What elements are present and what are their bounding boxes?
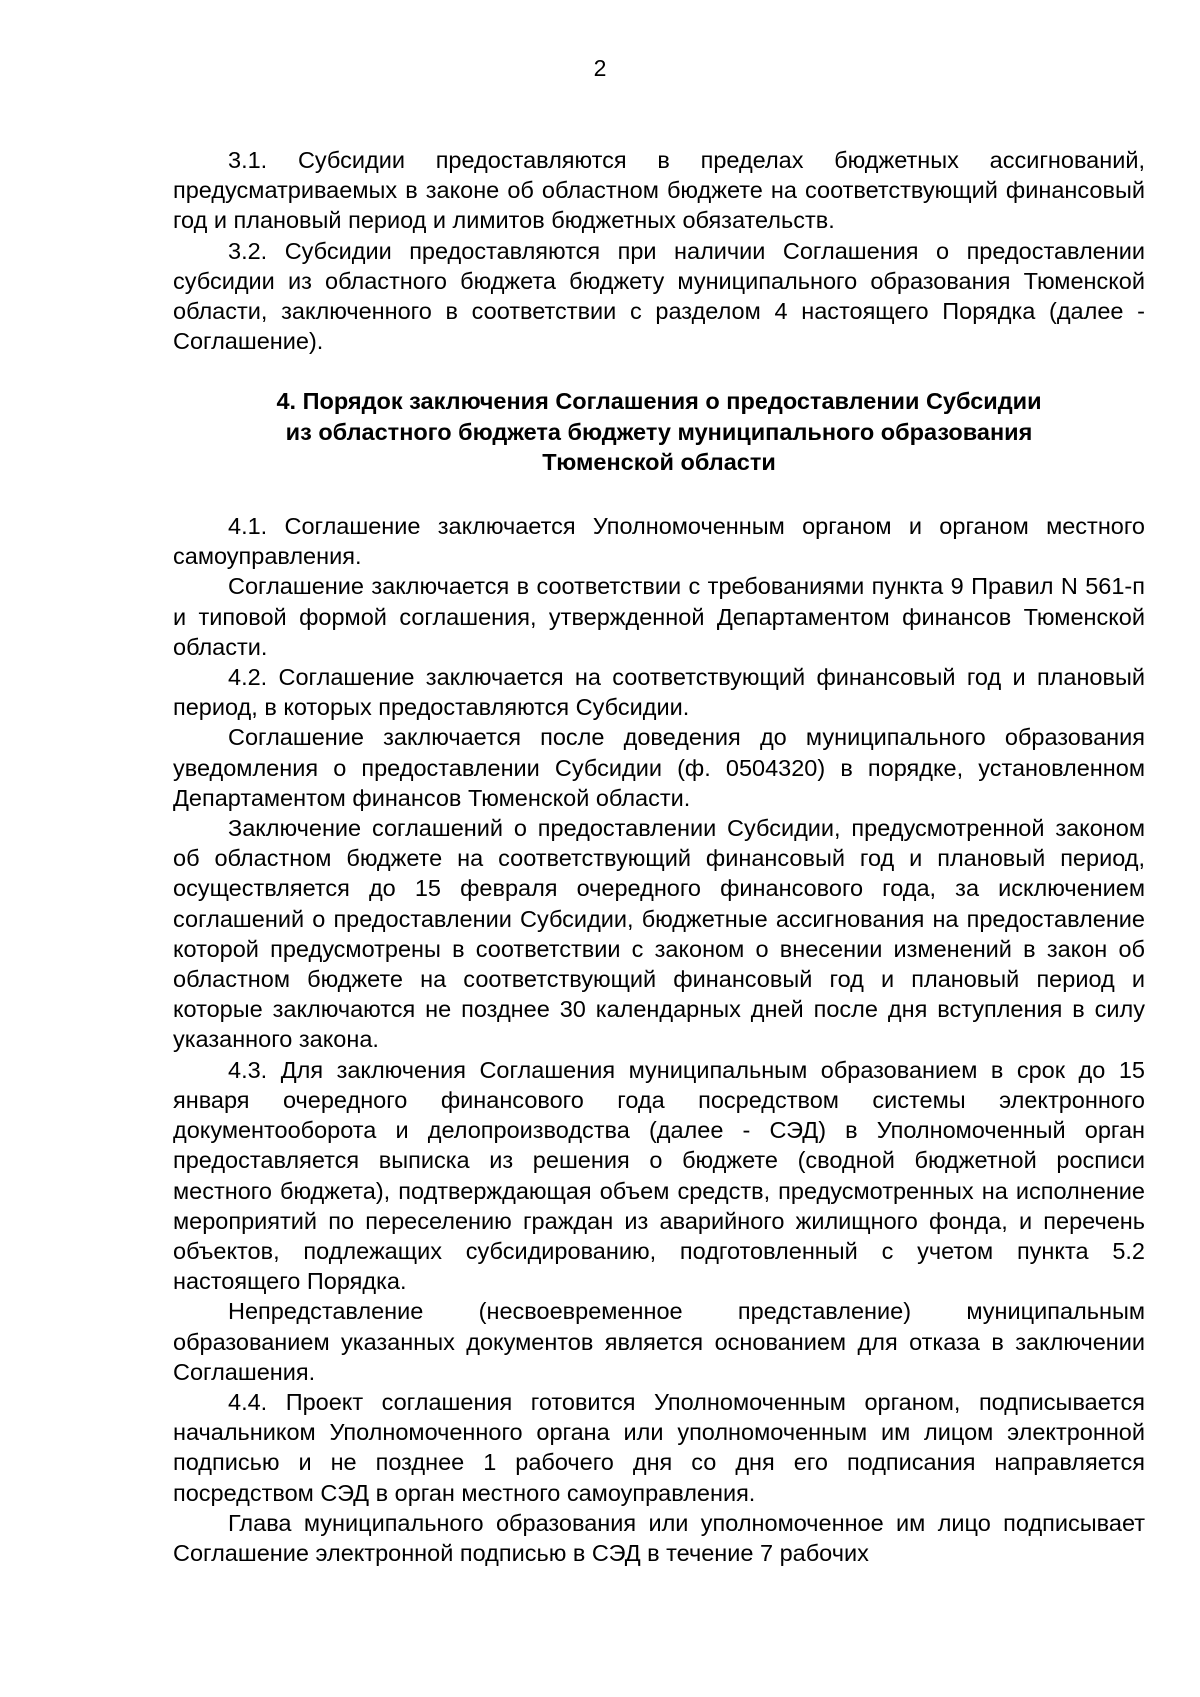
section-title-line: 4. Порядок заключения Соглашения о предоставлении Субсидии [276, 388, 1042, 415]
paragraph-4-4: 4.4. Проект соглашения готовится Уполномоченным органом, подписывается начальником Уполномоченного органа или уполномоченным им лицом электронной подписью и не позднее 1 рабочего дня со дня его подписания направляется посредством СЭД в орган местного самоуправления. [173, 1388, 1145, 1506]
section-title-line: из областного бюджета бюджету муниципального образования [285, 418, 1033, 445]
page-number: 2 [593, 55, 607, 81]
paragraph-4-2-deadline: Заключение соглашений о предоставлении Субсидии, предусмотренной законом об областном бюджете на соответствующий финансовый год и плановый период, осуществляется до 15 февраля очередного финансового года, за исключением соглашений о предоставлении Субсидии, бюджетные ассигнования на предоставление которой предусмотрены в соответствии с законом о внесении изменений в закон об областном бюджете на соответствующий финансовый год и плановый период и которые заключаются не позднее 30 календарных дней после дня вступления в силу указанного закона. [173, 815, 1145, 1053]
section-4-title [173, 386, 1145, 477]
paragraph-4-2-notification: Соглашение заключается после доведения до муниципального образования уведомления о предоставлении Субсидии (ф. 0504320) в порядке, установленном Департаментом финансов Тюменской области. [173, 724, 1145, 811]
paragraph-4-4-signing: Глава муниципального образования или уполномоченное им лицо подписывает Соглашение электронной подписью в СЭД в течение 7 рабочих [173, 1509, 1145, 1566]
document-body [173, 145, 1145, 1568]
paragraph-4-2: 4.2. Соглашение заключается на соответствующий финансовый год и плановый период, в которых предоставляются Субсидии. [173, 664, 1145, 721]
paragraph-4-1: 4.1. Соглашение заключается Уполномоченным органом и органом местного самоуправления. [173, 513, 1145, 570]
paragraph-4-3-refusal: Непредставление (несвоевременное представление) муниципальным образованием указанных документов является основанием для отказа в заключении Соглашения. [173, 1298, 1145, 1385]
paragraph-3-1: 3.1. Субсидии предоставляются в пределах бюджетных ассигнований, предусматриваемых в законе об областном бюджете на соответствующий финансовый год и плановый период и лимитов бюджетных обязательств. [173, 147, 1145, 234]
section-title-line: Тюменской области [542, 448, 776, 475]
paragraph-3-2: 3.2. Субсидии предоставляются при наличии Соглашения о предоставлении субсидии из областного бюджета бюджету муниципального образования Тюменской области, заключенного в соответствии с разделом 4 настоящего Порядка (далее - Соглашение). [173, 237, 1145, 355]
paragraph-4-3: 4.3. Для заключения Соглашения муниципальным образованием в срок до 15 января очередного финансового года посредством системы электронного документооборота и делопроизводства (далее - СЭД) в Уполномоченный орган предоставляется выписка из решения о бюджете (сводной бюджетной росписи местного бюджета), подтверждающая объем средств, предусмотренных на исполнение мероприятий по переселению граждан из аварийного жилищного фонда, и перечень объектов, подлежащих субсидированию, подготовленный с учетом пункта 5.2 настоящего Порядка. [173, 1056, 1145, 1295]
paragraph-4-1-requirements: Соглашение заключается в соответствии с требованиями пункта 9 Правил N 561-п и типовой формой соглашения, утвержденной Департаментом финансов Тюменской области. [173, 573, 1145, 660]
